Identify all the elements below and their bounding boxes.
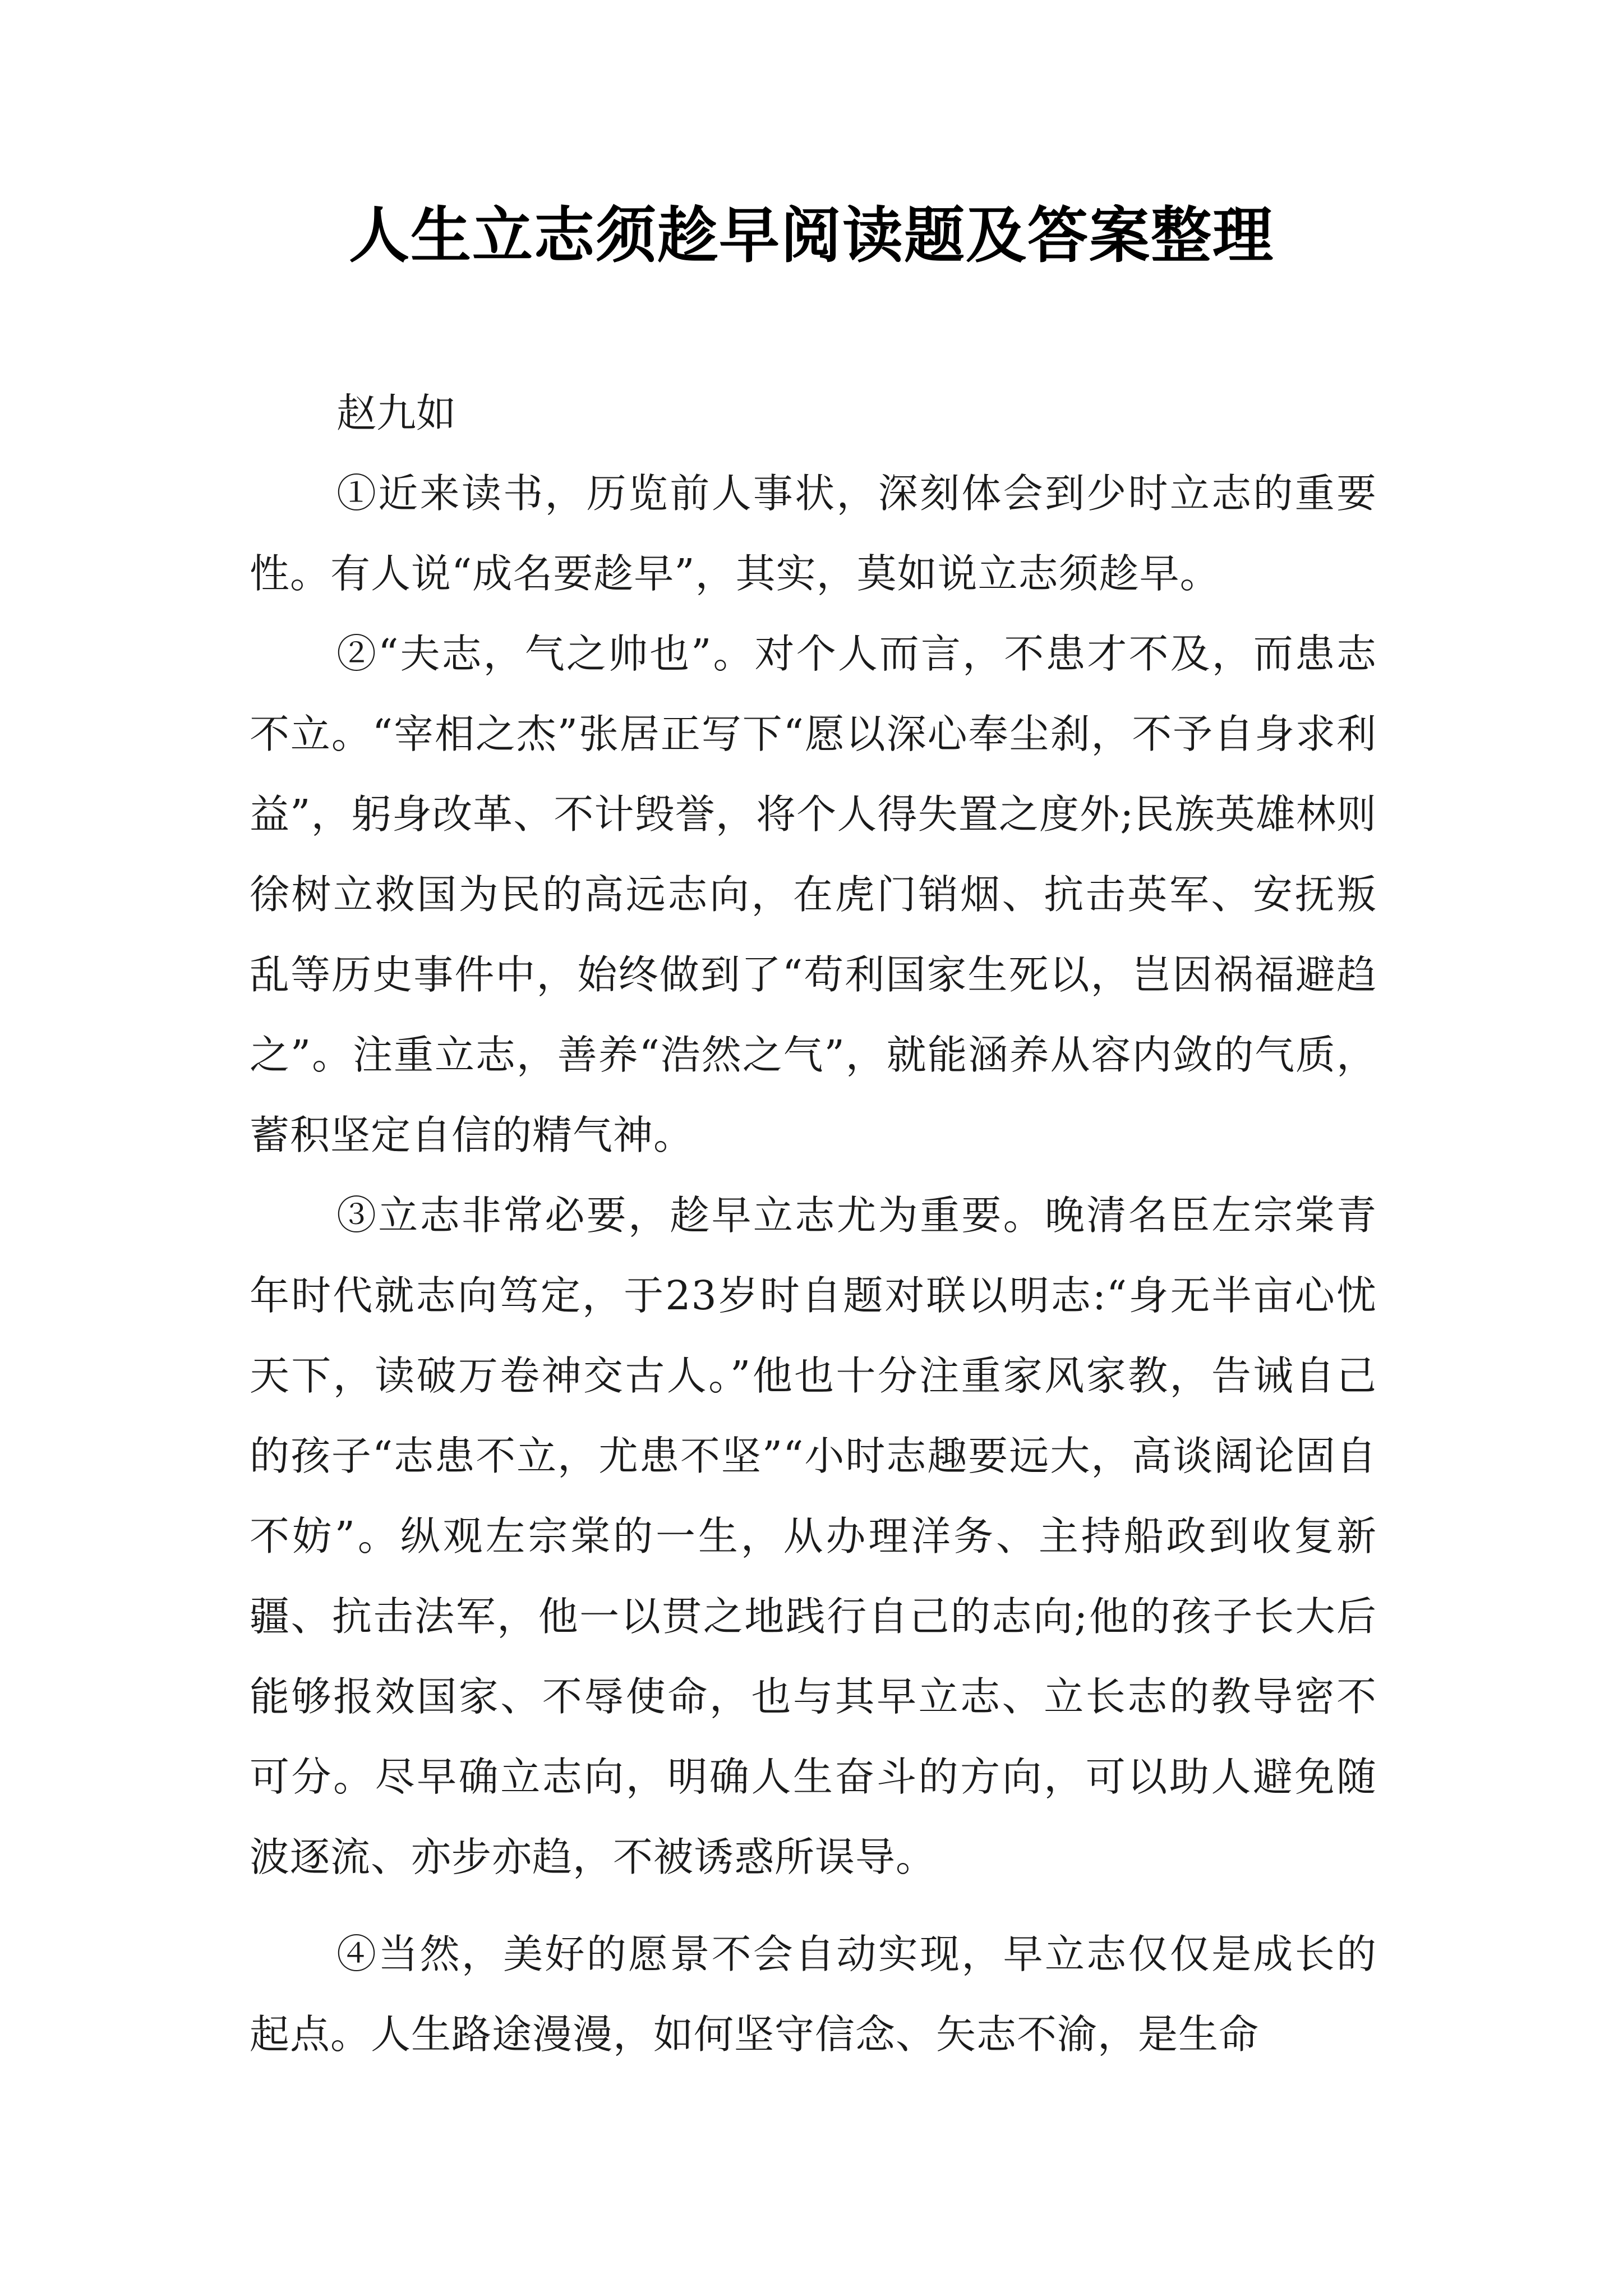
author-name: 赵九如: [336, 390, 457, 436]
document-body: [250, 373, 1377, 2074]
paragraph-2: ②“夫志，气之帅也”。对个人而言，不患才不及，而患志不立。“宰相之杰”张居正写下“愿以深心奉尘刹，不予自身求利益”，躬身改革、不计毁誉，将个人得失置之度外;民族英雄林则徐树立救国为民的高远志向，在虎门销烟、抗击英军、安抚叛乱等历史事件中，始终做到了“苟利国家生死以，岂因祸福避趋之”。注重立志，善养“浩然之气”，就能涵养从容内敛的气质，蓄积坚定自信的精气神。: [250, 631, 1377, 1158]
paragraph-4: ④当然，美好的愿景不会自动实现，早立志仅仅是成长的起点。人生路途漫漫，如何坚守信念、矢志不渝，是生命: [250, 1931, 1377, 2058]
paragraph-1: ①近来读书，历览前人事状，深刻体会到少时立志的重要性。有人说“成名要趁早”，其实，莫如说立志须趁早。: [250, 470, 1377, 597]
paragraph-3: ③立志非常必要，趁早立志尤为重要。晚清名臣左宗棠青年时代就志向笃定，于23岁时自题对联以明志:“身无半亩心忧天下，读破万卷神交古人。”他也十分注重家风家教，告诫自己的孩子“志患不立，尤患不坚”“小时志趣要远大，高谈阔论固自不妨”。纵观左宗棠的一生，从办理洋务、主持船政到收复新疆、抗击法军，他一以贯之地践行自己的志向;他的孩子长大后能够报效国家、不辱使命，也与其早立志、立长志的教导密不可分。尽早确立志向，明确人生奋斗的方向，可以助人避免随波逐流、亦步亦趋，不被诱惑所误导。: [250, 1192, 1377, 1880]
document-title: 人生立志须趁早阅读题及答案整理: [348, 200, 1274, 271]
